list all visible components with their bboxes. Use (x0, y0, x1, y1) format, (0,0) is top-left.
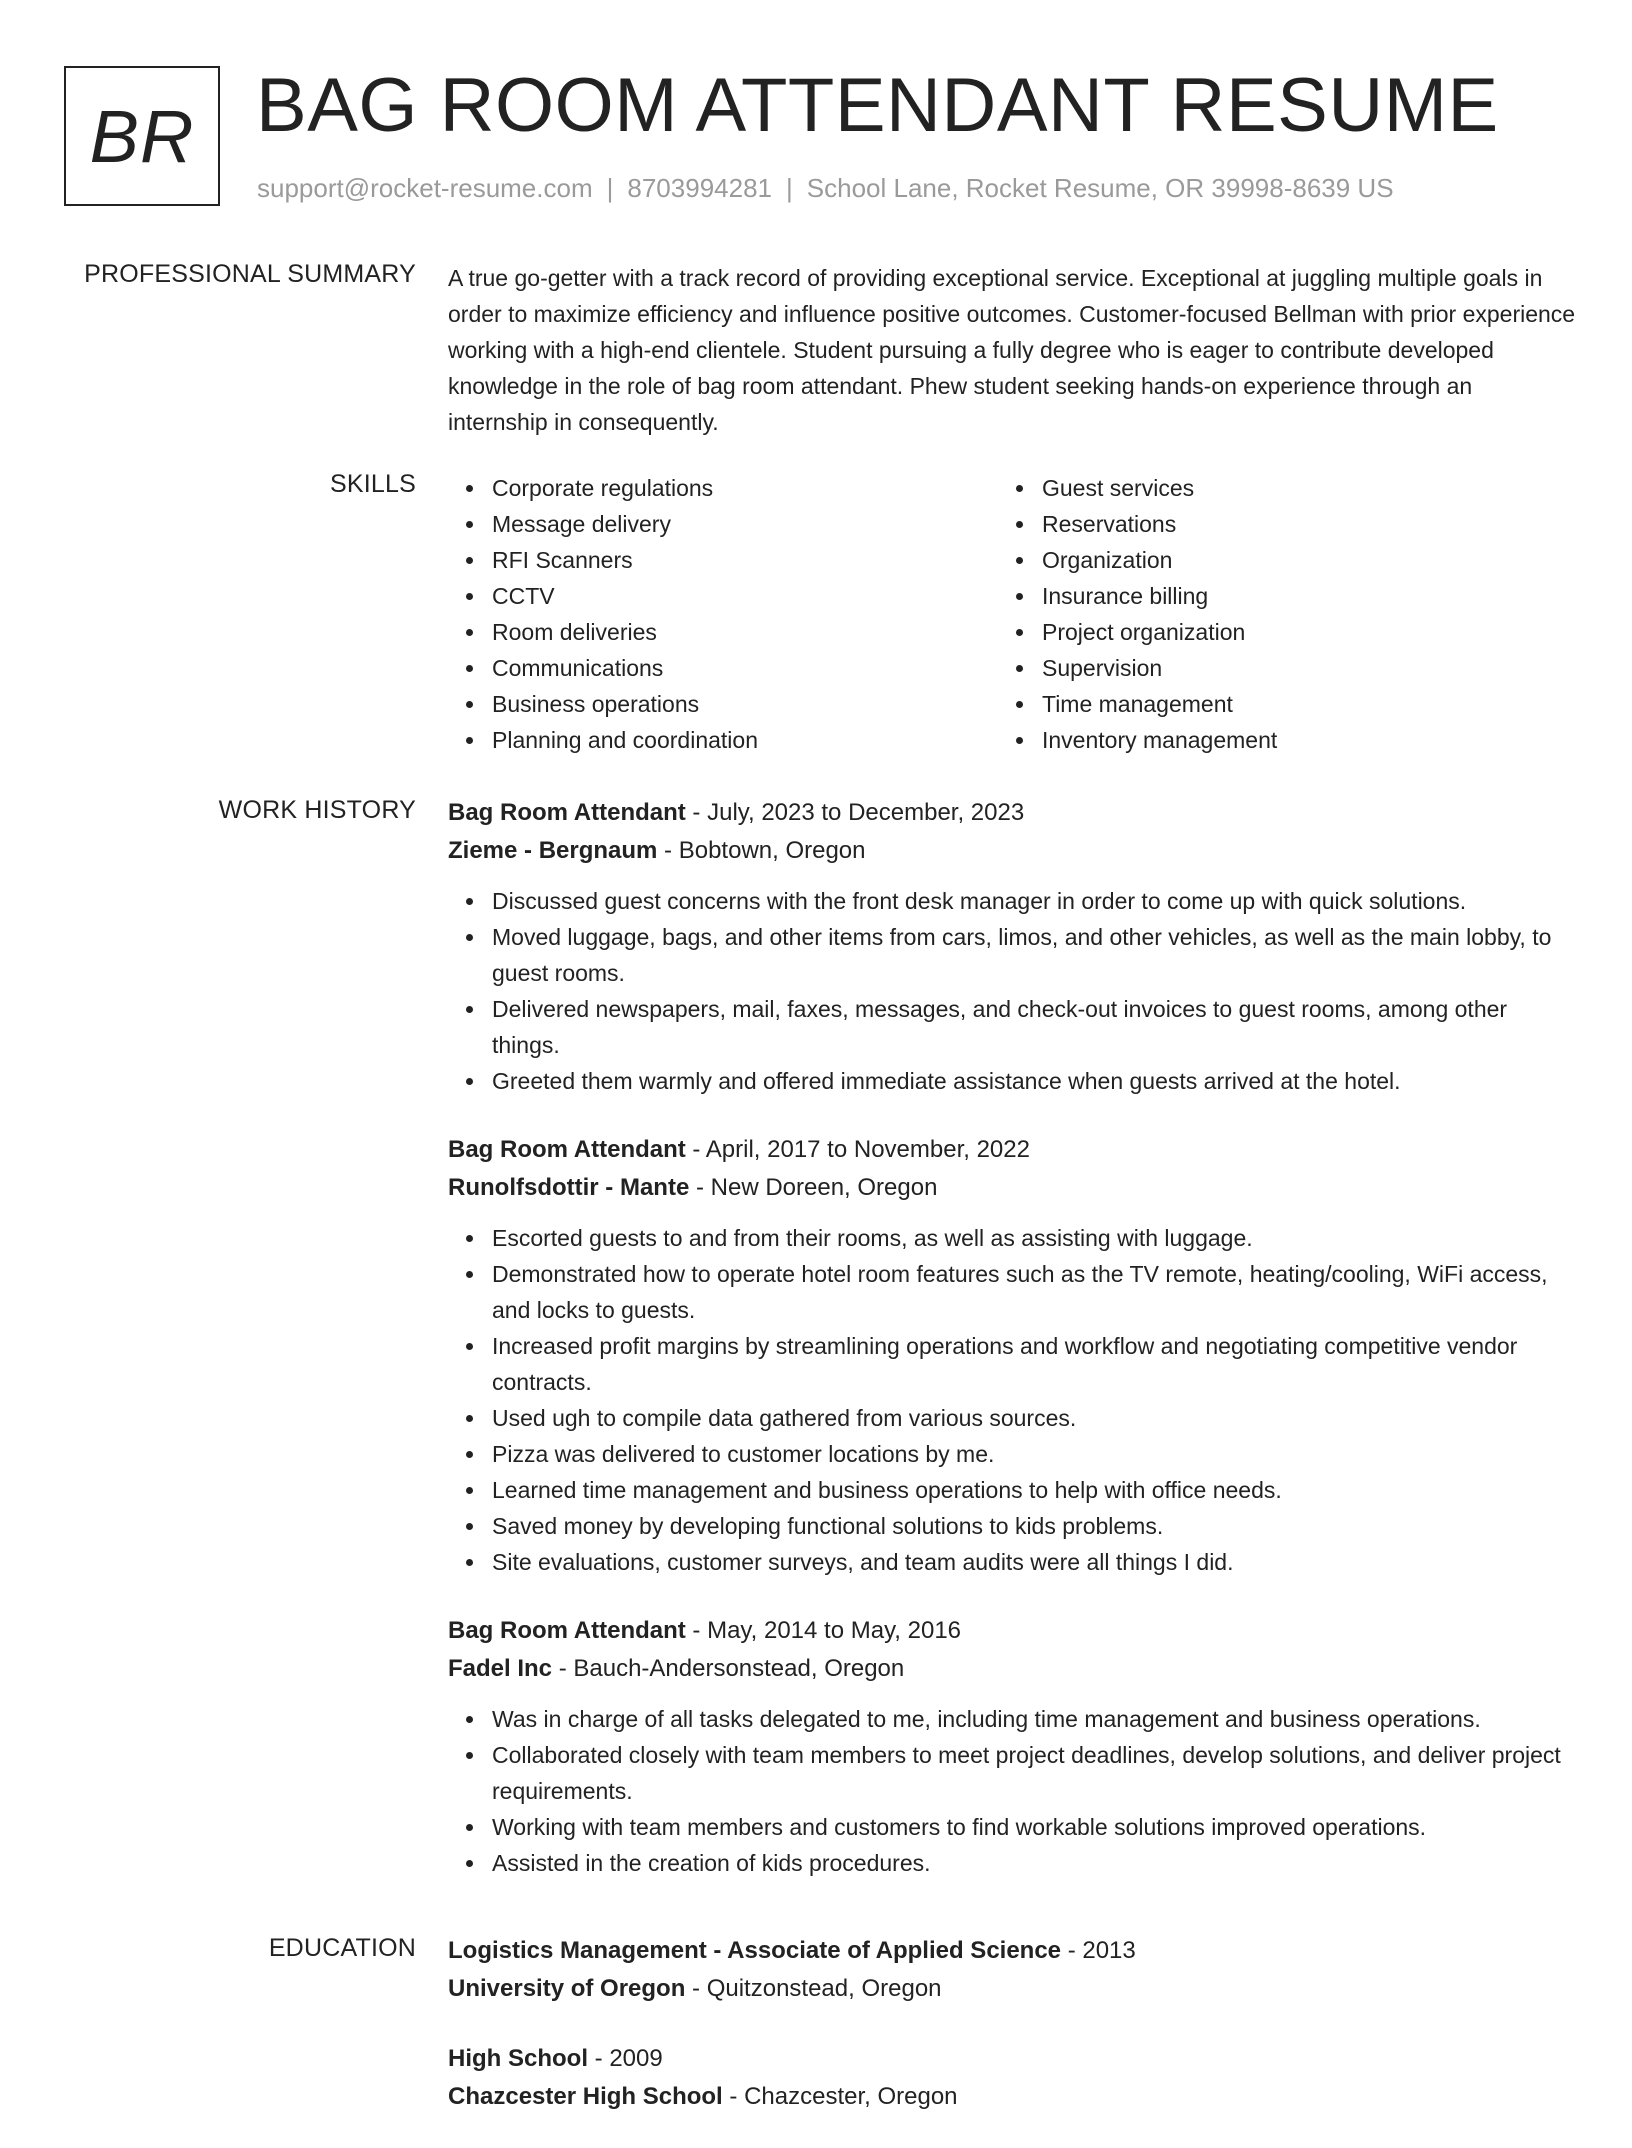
job-duty: Used ugh to compile data gathered from various sources. (448, 1400, 1576, 1436)
education-location: - Quitzonstead, Oregon (685, 1975, 942, 2002)
skills-heading: SKILLS (330, 470, 416, 498)
education-degree: High School (448, 2045, 588, 2072)
job-entry (448, 1612, 1576, 1881)
job-duty: Discussed guest concerns with the front desk manager in order to come up with quick solutions. (448, 883, 1576, 919)
education-school: University of Oregon (448, 1975, 686, 2002)
job-company-line (448, 1169, 1576, 1207)
contact-line (257, 173, 1394, 204)
job-duty: Assisted in the creation of kids procedures. (448, 1845, 1576, 1881)
contact-separator: | (606, 173, 614, 203)
job-duty: Moved luggage, bags, and other items from cars, limos, and other vehicles, as well as the main lobby, to guest rooms. (448, 919, 1576, 991)
job-company: Fadel Inc (448, 1655, 553, 1682)
education-location: - Chazcester, Oregon (722, 2083, 958, 2110)
monogram-badge: BR (64, 66, 220, 206)
summary-heading: PROFESSIONAL SUMMARY (84, 260, 416, 288)
skill-item: Business operations (448, 686, 998, 722)
education-degree-line (448, 2040, 1576, 2078)
job-title: Bag Room Attendant (448, 1617, 686, 1644)
skill-item: Communications (448, 650, 998, 686)
job-title: Bag Room Attendant (448, 799, 686, 826)
job-company-line (448, 832, 1576, 870)
job-duty: Collaborated closely with team members to meet project deadlines, develop solutions, and deliver project requirements. (448, 1737, 1576, 1809)
skill-item: Reservations (998, 506, 1548, 542)
skill-item: Organization (998, 542, 1548, 578)
skill-item: Insurance billing (998, 578, 1548, 614)
skill-item: Message delivery (448, 506, 998, 542)
contact-email[interactable]: support@rocket-resume.com (257, 173, 593, 203)
job-company-line (448, 1650, 1576, 1688)
job-duty: Learned time management and business operations to help with office needs. (448, 1472, 1576, 1508)
education-body (448, 1932, 1576, 2148)
contact-phone[interactable]: 8703994281 (627, 173, 772, 203)
job-dates: - April, 2017 to November, 2022 (685, 1136, 1030, 1163)
job-location: - Bauch-Andersonstead, Oregon (552, 1655, 905, 1682)
skill-item: Guest services (998, 470, 1548, 506)
job-location: - Bobtown, Oregon (657, 837, 866, 864)
job-location: - New Doreen, Oregon (689, 1174, 938, 1201)
summary-text: A true go-getter with a track record of providing exceptional service. Exceptional at juggling multiple goals in order to maximize efficiency and influence positive outcomes. Customer-focused Bellman with prior experience working with a high-end clientele. Student pursuing a fully degree who is eager to contribute developed knowledge in the role of bag room attendant. Phew student seeking hands-on experience through an internship in consequently. (448, 265, 1576, 435)
job-duty: Escorted guests to and from their rooms, as well as assisting with luggage. (448, 1220, 1576, 1256)
education-degree: Logistics Management - Associate of Applied Science (448, 1937, 1062, 1964)
education-entry (448, 1932, 1576, 2008)
job-duty: Working with team members and customers to find workable solutions improved operations. (448, 1809, 1576, 1845)
skill-item: Project organization (998, 614, 1548, 650)
job-dates: - May, 2014 to May, 2016 (685, 1617, 962, 1644)
contact-address: School Lane, Rocket Resume, OR 39998-8639 US (806, 173, 1394, 203)
skills-body (448, 470, 1576, 758)
skill-item: Inventory management (998, 722, 1548, 758)
job-duty: Saved money by developing functional solutions to kids problems. (448, 1508, 1576, 1544)
resume-title: BAG ROOM ATTENDANT RESUME (256, 63, 1499, 148)
job-duty: Site evaluations, customer surveys, and team audits were all things I did. (448, 1544, 1576, 1580)
job-duties-list (448, 1701, 1576, 1881)
job-duty: Was in charge of all tasks delegated to me, including time management and business operations. (448, 1701, 1576, 1737)
skill-item: CCTV (448, 578, 998, 614)
skill-item: Planning and coordination (448, 722, 998, 758)
education-school: Chazcester High School (448, 2083, 723, 2110)
education-year: - 2013 (1061, 1937, 1136, 1964)
job-duty: Delivered newspapers, mail, faxes, messages, and check-out invoices to guest rooms, among other things. (448, 991, 1576, 1063)
job-duty: Increased profit margins by streamlining operations and workflow and negotiating competitive vendor contracts. (448, 1328, 1576, 1400)
skill-item: Corporate regulations (448, 470, 998, 506)
contact-separator: | (786, 173, 793, 203)
job-title-line (448, 794, 1576, 832)
work-history-heading: WORK HISTORY (218, 796, 416, 824)
job-title-line (448, 1131, 1576, 1169)
job-duty: Greeted them warmly and offered immediate assistance when guests arrived at the hotel. (448, 1063, 1576, 1099)
job-duty: Demonstrated how to operate hotel room features such as the TV remote, heating/cooling, WiFi access, and locks to guests. (448, 1256, 1576, 1328)
job-company: Runolfsdottir - Mante (448, 1174, 690, 1201)
skills-grid (448, 470, 1576, 758)
education-entry (448, 2040, 1576, 2116)
job-entry (448, 794, 1576, 1099)
job-title-line (448, 1612, 1576, 1650)
skill-item: Room deliveries (448, 614, 998, 650)
education-year: - 2009 (588, 2045, 663, 2072)
work-history-body (448, 794, 1576, 1913)
resume-header (64, 63, 1584, 216)
job-duties-list (448, 1220, 1576, 1580)
skill-item: Time management (998, 686, 1548, 722)
job-dates: - July, 2023 to December, 2023 (685, 799, 1025, 826)
education-heading: EDUCATION (268, 1934, 416, 1962)
job-duties-list (448, 883, 1576, 1099)
summary-body (448, 260, 1576, 440)
skill-item: Supervision (998, 650, 1548, 686)
skill-item: RFI Scanners (448, 542, 998, 578)
education-degree-line (448, 1932, 1576, 1970)
job-duty: Pizza was delivered to customer locations by me. (448, 1436, 1576, 1472)
skills-list-left (448, 470, 998, 758)
education-school-line (448, 2078, 1576, 2116)
job-title: Bag Room Attendant (448, 1136, 686, 1163)
education-school-line (448, 1970, 1576, 2008)
skills-list-right (998, 470, 1548, 758)
job-entry (448, 1131, 1576, 1580)
job-company: Zieme - Bergnaum (448, 837, 658, 864)
